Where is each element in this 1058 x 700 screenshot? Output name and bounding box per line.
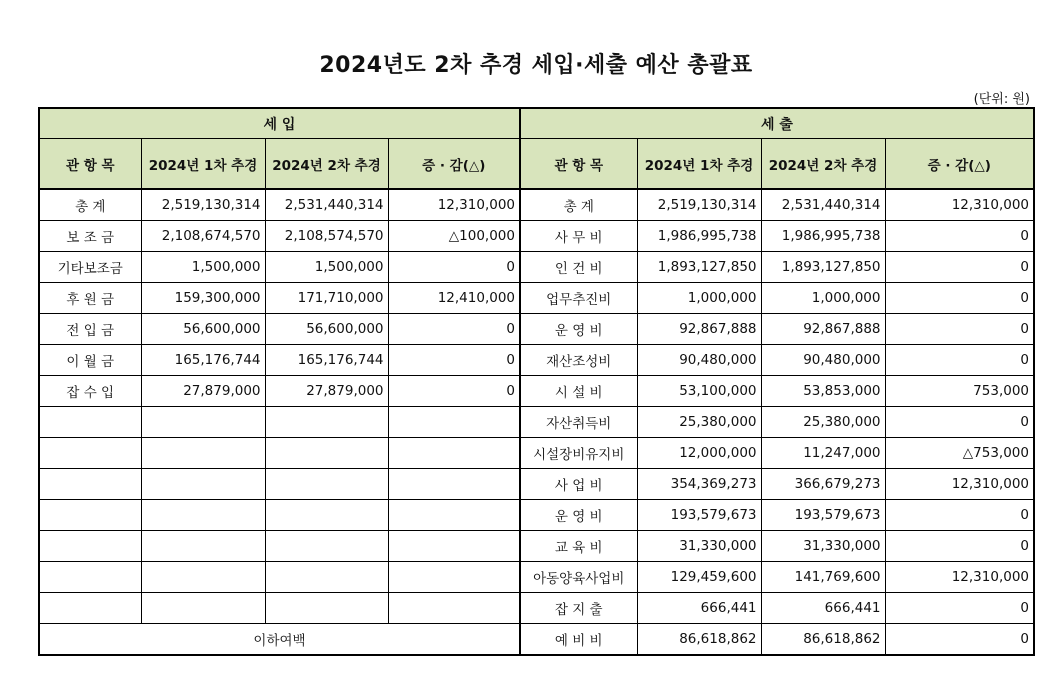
empty-cell	[265, 531, 388, 562]
item-cell: 전 입 금	[39, 314, 141, 345]
column-header: 관 항 목	[39, 139, 141, 190]
item-cell: 이 월 금	[39, 345, 141, 376]
budget-summary	[38, 107, 1033, 660]
empty-row	[39, 469, 520, 500]
empty-cell	[39, 562, 141, 593]
value-cell: 31,330,000	[761, 531, 885, 562]
diff-cell: 12,310,000	[388, 189, 520, 221]
value-cell: 2,519,130,314	[141, 189, 265, 221]
table-row	[39, 314, 520, 345]
empty-cell	[388, 531, 520, 562]
table-row	[39, 376, 520, 407]
empty-cell	[141, 531, 265, 562]
value-cell: 90,480,000	[637, 345, 761, 376]
diff-cell: 0	[885, 283, 1034, 314]
item-cell: 운 영 비	[520, 314, 637, 345]
value-cell: 1,000,000	[637, 283, 761, 314]
diff-cell: 0	[885, 252, 1034, 283]
item-cell: 잡 지 출	[520, 593, 637, 624]
item-cell: 예 비 비	[520, 624, 637, 656]
empty-row	[39, 562, 520, 593]
item-cell: 후 원 금	[39, 283, 141, 314]
item-cell: 인 건 비	[520, 252, 637, 283]
value-cell: 2,519,130,314	[637, 189, 761, 221]
diff-cell: △753,000	[885, 438, 1034, 469]
diff-cell: 0	[388, 314, 520, 345]
empty-cell	[265, 593, 388, 624]
value-cell: 2,531,440,314	[761, 189, 885, 221]
diff-cell: 12,310,000	[885, 189, 1034, 221]
value-cell: 27,879,000	[265, 376, 388, 407]
value-cell: 25,380,000	[637, 407, 761, 438]
table-row	[520, 531, 1034, 562]
value-cell: 53,853,000	[761, 376, 885, 407]
value-cell: 2,108,674,570	[141, 221, 265, 252]
item-cell: 아동양육사업비	[520, 562, 637, 593]
table-row	[520, 189, 1034, 221]
empty-cell	[39, 469, 141, 500]
item-cell: 기타보조금	[39, 252, 141, 283]
value-cell: 11,247,000	[761, 438, 885, 469]
value-cell: 165,176,744	[265, 345, 388, 376]
diff-cell: 0	[388, 345, 520, 376]
diff-cell: 12,410,000	[388, 283, 520, 314]
empty-cell	[388, 438, 520, 469]
table-row	[39, 252, 520, 283]
item-cell: 운 영 비	[520, 500, 637, 531]
column-header: 증 · 감(△)	[388, 139, 520, 190]
empty-cell	[265, 469, 388, 500]
empty-cell	[388, 500, 520, 531]
diff-cell: 12,310,000	[885, 562, 1034, 593]
table-row	[520, 469, 1034, 500]
empty-cell	[388, 593, 520, 624]
value-cell: 1,893,127,850	[637, 252, 761, 283]
value-cell: 90,480,000	[761, 345, 885, 376]
empty-cell	[388, 407, 520, 438]
table-row	[520, 438, 1034, 469]
value-cell: 171,710,000	[265, 283, 388, 314]
empty-cell	[141, 469, 265, 500]
item-cell: 교 육 비	[520, 531, 637, 562]
item-cell: 사 무 비	[520, 221, 637, 252]
diff-cell: 12,310,000	[885, 469, 1034, 500]
empty-cell	[141, 593, 265, 624]
value-cell: 25,380,000	[761, 407, 885, 438]
table-row	[39, 189, 520, 221]
table-row	[520, 314, 1034, 345]
expense-section-header: 세 출	[520, 108, 1034, 139]
value-cell: 2,531,440,314	[265, 189, 388, 221]
page-title: 2024년도 2차 추경 세입·세출 예산 총괄표	[319, 53, 753, 78]
empty-row	[39, 438, 520, 469]
empty-cell	[39, 438, 141, 469]
value-cell: 53,100,000	[637, 376, 761, 407]
expense-table	[519, 107, 1035, 656]
value-cell: 1,986,995,738	[637, 221, 761, 252]
empty-cell	[141, 438, 265, 469]
diff-cell: 753,000	[885, 376, 1034, 407]
diff-cell: 0	[885, 624, 1034, 656]
item-cell: 총 계	[39, 189, 141, 221]
empty-cell	[141, 407, 265, 438]
empty-cell	[265, 562, 388, 593]
column-header: 증 · 감(△)	[885, 139, 1034, 190]
empty-cell	[39, 593, 141, 624]
item-cell: 잡 수 입	[39, 376, 141, 407]
value-cell: 366,679,273	[761, 469, 885, 500]
empty-row	[39, 531, 520, 562]
blank-below-note: 이하여백	[39, 624, 520, 656]
table-row	[520, 345, 1034, 376]
item-cell: 사 업 비	[520, 469, 637, 500]
empty-cell	[265, 500, 388, 531]
empty-cell	[39, 531, 141, 562]
empty-row	[39, 500, 520, 531]
value-cell: 1,500,000	[141, 252, 265, 283]
column-header: 2024년 2차 추경	[761, 139, 885, 190]
table-row	[520, 500, 1034, 531]
table-row	[520, 221, 1034, 252]
table-row	[520, 562, 1034, 593]
item-cell: 보 조 금	[39, 221, 141, 252]
value-cell: 31,330,000	[637, 531, 761, 562]
diff-cell: △100,000	[388, 221, 520, 252]
unit-label: (단위: 원)	[973, 92, 1030, 107]
value-cell: 92,867,888	[637, 314, 761, 345]
diff-cell: 0	[885, 531, 1034, 562]
empty-cell	[39, 407, 141, 438]
income-table	[38, 107, 521, 656]
value-cell: 193,579,673	[637, 500, 761, 531]
column-header: 2024년 2차 추경	[265, 139, 388, 190]
empty-row	[39, 593, 520, 624]
value-cell: 56,600,000	[265, 314, 388, 345]
diff-cell: 0	[885, 593, 1034, 624]
diff-cell: 0	[388, 376, 520, 407]
item-cell: 시설장비유지비	[520, 438, 637, 469]
table-row	[520, 407, 1034, 438]
item-cell: 재산조성비	[520, 345, 637, 376]
diff-cell: 0	[885, 314, 1034, 345]
table-row	[520, 376, 1034, 407]
diff-cell: 0	[885, 345, 1034, 376]
value-cell: 159,300,000	[141, 283, 265, 314]
value-cell: 1,500,000	[265, 252, 388, 283]
column-header: 관 항 목	[520, 139, 637, 190]
diff-cell: 0	[388, 252, 520, 283]
value-cell: 129,459,600	[637, 562, 761, 593]
value-cell: 193,579,673	[761, 500, 885, 531]
table-row	[39, 221, 520, 252]
value-cell: 141,769,600	[761, 562, 885, 593]
empty-cell	[265, 438, 388, 469]
empty-cell	[388, 469, 520, 500]
income-section-header: 세 입	[39, 108, 520, 139]
value-cell: 1,000,000	[761, 283, 885, 314]
column-header: 2024년 1차 추경	[141, 139, 265, 190]
empty-cell	[141, 500, 265, 531]
value-cell: 27,879,000	[141, 376, 265, 407]
footer-row	[39, 624, 520, 656]
value-cell: 354,369,273	[637, 469, 761, 500]
empty-cell	[265, 407, 388, 438]
diff-cell: 0	[885, 221, 1034, 252]
table-row	[520, 624, 1034, 656]
table-row	[520, 593, 1034, 624]
table-row	[39, 283, 520, 314]
item-cell: 자산취득비	[520, 407, 637, 438]
value-cell: 165,176,744	[141, 345, 265, 376]
table-row	[39, 345, 520, 376]
empty-cell	[388, 562, 520, 593]
value-cell: 86,618,862	[761, 624, 885, 656]
value-cell: 56,600,000	[141, 314, 265, 345]
empty-cell	[39, 500, 141, 531]
value-cell: 92,867,888	[761, 314, 885, 345]
empty-row	[39, 407, 520, 438]
value-cell: 1,893,127,850	[761, 252, 885, 283]
item-cell: 총 계	[520, 189, 637, 221]
value-cell: 86,618,862	[637, 624, 761, 656]
item-cell: 시 설 비	[520, 376, 637, 407]
column-header: 2024년 1차 추경	[637, 139, 761, 190]
diff-cell: 0	[885, 407, 1034, 438]
empty-cell	[141, 562, 265, 593]
value-cell: 12,000,000	[637, 438, 761, 469]
value-cell: 2,108,574,570	[265, 221, 388, 252]
item-cell: 업무추진비	[520, 283, 637, 314]
table-row	[520, 283, 1034, 314]
value-cell: 666,441	[761, 593, 885, 624]
diff-cell: 0	[885, 500, 1034, 531]
value-cell: 666,441	[637, 593, 761, 624]
table-row	[520, 252, 1034, 283]
value-cell: 1,986,995,738	[761, 221, 885, 252]
